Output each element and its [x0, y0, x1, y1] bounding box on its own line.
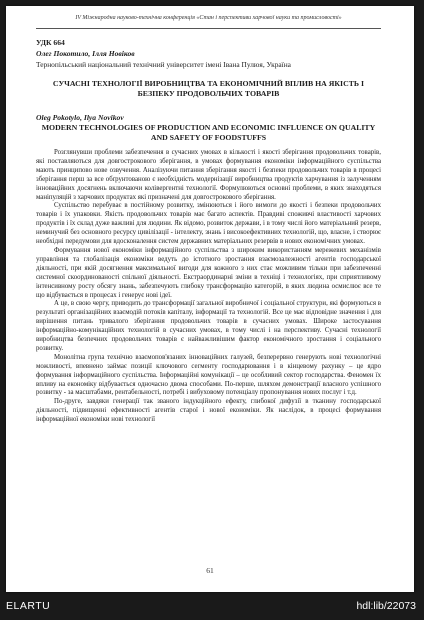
authors-ua: Олег Покотило, Ілля Новіков	[36, 49, 135, 58]
handle-identifier: hdl:lib/22073	[356, 600, 416, 612]
title-ua: СУЧАСНІ ТЕХНОЛОГІЇ ВИРОБНИЦТВА ТА ЕКОНОМІЧНИЙ ВПЛИВ НА ЯКІСТЬ І БЕЗПЕКУ ПРОДОВОЛЬЧИХ ТОВАРІВ	[52, 79, 365, 98]
repository-label: ELARTU	[6, 600, 51, 612]
title-en: MODERN TECHNOLOGIES OF PRODUCTION AND ECONOMIC INFLUENCE ON QUALITY AND SAFETY OF FOODSTUFFS	[41, 123, 376, 142]
conference-header: IV Міжнародна науково-технічна конференція «Стан і перспективи харчової науки та промисловості»	[75, 15, 342, 21]
header-rule	[36, 28, 381, 29]
paragraph: Розглянувши проблеми забезпечення в сучасних умовах в кількості і якості зберігання продовольчих товарів, які поставляються для довгострокового зберігання, в умовах формування економіки інформаційного суспільства мають принципово нове озвучення. Аналізуючи питання зберігання якості і безпеки продовольчих товарів в процесі зберігання перш за все обґрунтованою є необхідність модернізації виробництва продуктів харчування із залученням інноваційних досягнень включаючи колівергентні технології. Формулюються основні проблеми, в яких знаходяться маніпуляцій з харчових продуктах які призначені для довгострокового зберігання.	[36, 149, 381, 201]
paragraph: По-друге, завдяки генерації так званого індукційного ефекту, глибокої дифузії в тканину господарської діяльності, підвищенні ефективності агентів старої і нової економіки. Як наслідок, в процесі формування інформаційної економіки нові технології	[36, 398, 381, 424]
article-body	[36, 149, 381, 425]
affiliation: Тернопільський національний технічний університет імені Івана Пулюя, Україна	[36, 60, 291, 69]
udk-code: УДК 664	[36, 38, 65, 47]
paragraph: Суспільство перебуває в постійному розвитку, змінюються і його вимоги до якості і безпеки продовольчих товарів і їх упаковки. Якість продовольчих товарів має багато аспектів. Правдиві споживчі властивості харчових продуктів і їх склад дуже важливі для людини. Як відомо, розвиток держави, і в тому числі його матеріальний резерв, неминучий без основного ресурсу цивілізації - інтелекту, знань і високоефективних технологій, що, власне, і створює необхідні передумови для вдосконалення систем державних матеріальних резервів в нових економічних умовах.	[36, 202, 381, 246]
document-page	[6, 6, 414, 592]
page-number: 61	[206, 566, 214, 575]
paragraph: Формування нової економіки інформаційного суспільства з широким використанням мережевих механізмів управління та глобалізація економіки ведуть до істотного зростання взаємозалежності агентів господарської діяльності, при якій досягнення максимальної вигоди для кожного з них стає можливим тільки при забезпеченні системної скоординованості спільної діяльності. Екстраординарні зміни в техніці і технологіях, при сприятливому інтенсивному росту обсягу знань, забезпечують глибоку трансформацію категорій, в яких людина осмислює все те що відбувається в процесах і генерує нові ідеї.	[36, 246, 381, 299]
authors-en: Oleg Pokotylo, Ilya Novikov	[36, 113, 124, 122]
paragraph: Монолітна група технічно взаємопов'язаних інноваційних галузей, безперервно генерують нові технологічні можливості, впевнено займає позиції ключового сегменту господарювання і в кінцевому рахунку – це ядро формування інформаційного суспільства. Інформаційні комунікації – це особливий сектор господарства. Феномен їх впливу на економіку відбувається одночасно двома способами. По-перше, шляхом демонстрації власного успішного розвитку - за масштабами, рентабельності, потребі і вибуховому потенціалу пропонування нових послуг і т.д.	[36, 353, 381, 397]
paragraph: А це, в свою чергу, приводить до трансформації загальної виробничої і соціальної структури, які формуються в результаті організаційних взаємодій потоків капіталу, інформації та технологій. Все це має відповідне значення і для вирішення питань тривалого зберігання продовольчих товарів в сучасних умовах. Широке застосування інформаційно-комунікаційних технологій в сучасних умовах, в тому числі і на перспективу. Сучасні технології виробництва безпечних продовольчих товарів є найважливішим фактор економічного зростання і соціального розвитку.	[36, 300, 381, 352]
